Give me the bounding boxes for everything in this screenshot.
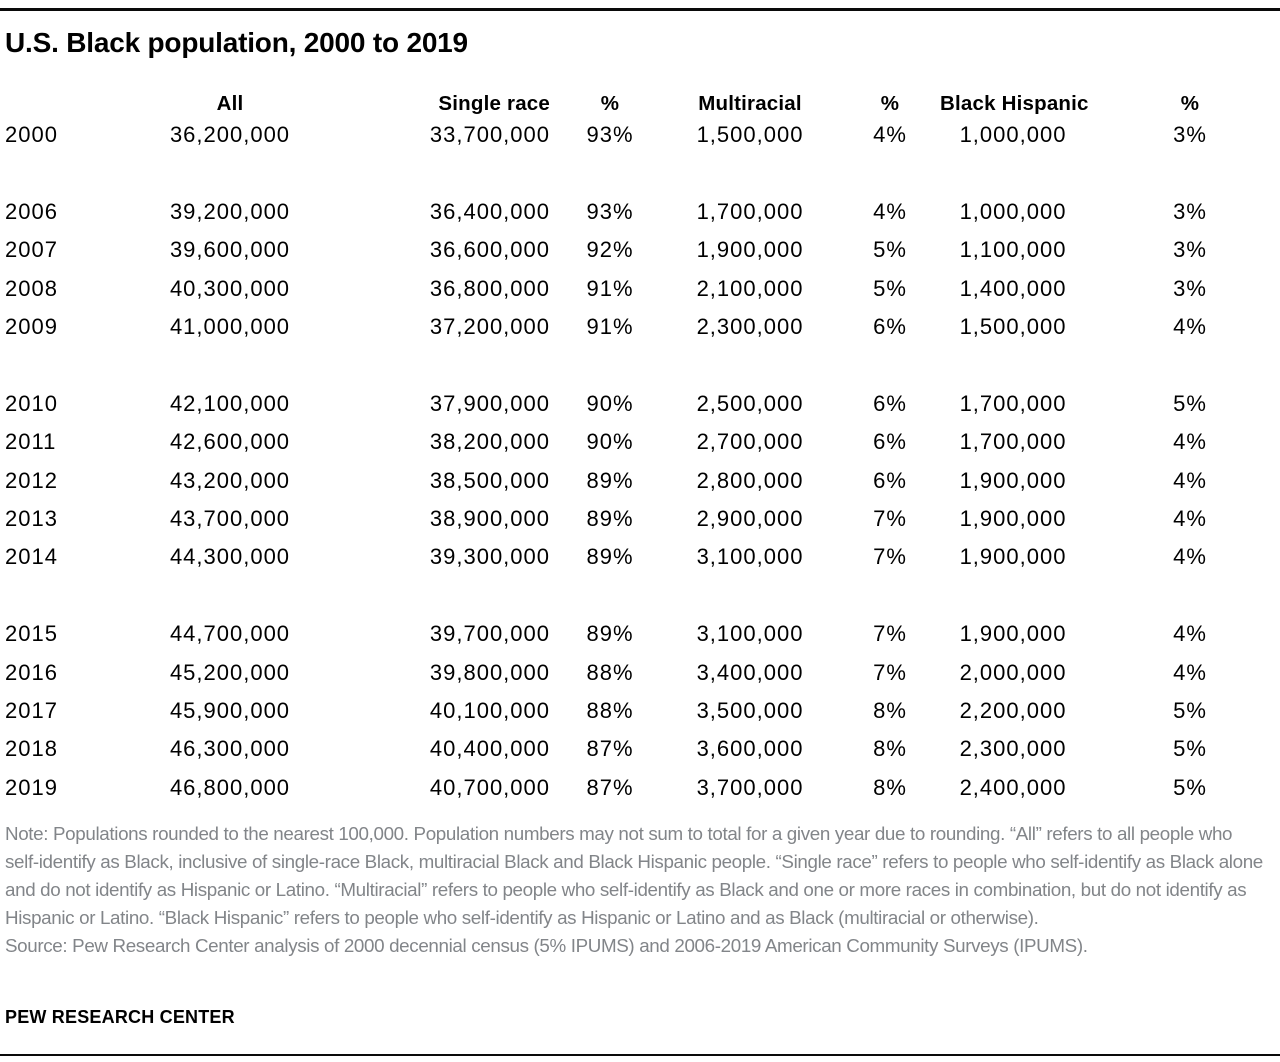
multiracial-cell: 2,700,000 bbox=[696, 429, 804, 455]
single-race-cell: 37,900,000 bbox=[429, 390, 550, 416]
all-cell: 43,700,000 bbox=[169, 506, 291, 532]
year-cell: 2017 bbox=[5, 698, 58, 724]
single-race-pct-cell: 89% bbox=[586, 544, 634, 570]
multiracial-pct-cell: 8% bbox=[873, 774, 907, 800]
single-race-pct-cell: 93% bbox=[586, 122, 634, 148]
year-cell: 2010 bbox=[5, 390, 58, 416]
all-cell: 42,100,000 bbox=[169, 390, 291, 416]
single-race-cell: 36,400,000 bbox=[429, 198, 550, 224]
multiracial-cell: 2,900,000 bbox=[696, 506, 804, 532]
single-race-pct-cell: 88% bbox=[586, 659, 634, 685]
black-hispanic-cell: 1,900,000 bbox=[959, 544, 1067, 570]
multiracial-cell: 3,100,000 bbox=[696, 621, 804, 647]
black-hispanic-cell: 2,000,000 bbox=[959, 659, 1067, 685]
table-row bbox=[0, 270, 1280, 308]
all-cell: 45,900,000 bbox=[169, 698, 291, 724]
all-cell: 46,300,000 bbox=[169, 736, 291, 762]
single-race-pct-cell: 87% bbox=[586, 736, 634, 762]
multiracial-pct-cell: 8% bbox=[873, 736, 907, 762]
black-hispanic-pct-cell: 4% bbox=[1173, 467, 1207, 493]
black-hispanic-cell: 1,100,000 bbox=[959, 237, 1067, 263]
black-hispanic-cell: 1,900,000 bbox=[959, 621, 1067, 647]
single-race-pct-cell: 92% bbox=[586, 237, 634, 263]
table-row bbox=[0, 538, 1280, 576]
year-cell: 2014 bbox=[5, 544, 58, 570]
multiracial-pct-cell: 7% bbox=[873, 544, 907, 570]
single-race-pct-cell: 91% bbox=[586, 275, 634, 301]
black-hispanic-pct-cell: 3% bbox=[1173, 122, 1207, 148]
multiracial-cell: 3,100,000 bbox=[696, 544, 804, 570]
single-race-pct-cell: 87% bbox=[586, 774, 634, 800]
table-group bbox=[0, 615, 1280, 807]
all-header: All bbox=[216, 92, 244, 115]
black-hispanic-pct-cell: 3% bbox=[1173, 237, 1207, 263]
year-cell: 2006 bbox=[5, 198, 58, 224]
table-group bbox=[0, 193, 1280, 347]
black-hispanic-pct-cell: 4% bbox=[1173, 506, 1207, 532]
report-page bbox=[0, 8, 1280, 1062]
table-row bbox=[0, 423, 1280, 461]
table-row bbox=[0, 385, 1280, 423]
year-cell: 2012 bbox=[5, 467, 58, 493]
all-cell: 43,200,000 bbox=[169, 467, 291, 493]
multiracial-cell: 3,600,000 bbox=[696, 736, 804, 762]
black-hispanic-pct-cell: 3% bbox=[1173, 198, 1207, 224]
black-hispanic-cell: 2,400,000 bbox=[959, 774, 1067, 800]
single-race-cell: 38,200,000 bbox=[429, 429, 550, 455]
single-race-cell: 39,800,000 bbox=[429, 659, 550, 685]
table-row bbox=[0, 116, 1280, 154]
single-race-pct-cell: 93% bbox=[586, 198, 634, 224]
black-hispanic-cell: 1,700,000 bbox=[959, 429, 1067, 455]
black-hispanic-pct-cell: 4% bbox=[1173, 659, 1207, 685]
single-race-cell: 36,600,000 bbox=[429, 237, 550, 263]
source-text: Source: Pew Research Center analysis of 2000 decennial census (5% IPUMS) and 2006-2019 American Community Surveys (IPUMS). bbox=[5, 935, 1088, 957]
single-race-pct-cell: 89% bbox=[586, 467, 634, 493]
all-cell: 41,000,000 bbox=[169, 314, 291, 340]
multiracial-cell: 2,100,000 bbox=[696, 275, 804, 301]
single-race-header: Single race bbox=[438, 92, 550, 115]
table-row bbox=[0, 692, 1280, 730]
year-cell: 2019 bbox=[5, 774, 58, 800]
black-hispanic-pct-cell: 4% bbox=[1173, 314, 1207, 340]
single-race-pct-cell: 90% bbox=[586, 429, 634, 455]
black-hispanic-pct-cell: 4% bbox=[1173, 621, 1207, 647]
black-hispanic-cell: 1,000,000 bbox=[959, 122, 1067, 148]
black-hispanic-pct-header: % bbox=[1180, 92, 1200, 115]
single-race-pct-cell: 90% bbox=[586, 390, 634, 416]
all-cell: 39,600,000 bbox=[169, 237, 291, 263]
black-hispanic-cell: 2,300,000 bbox=[959, 736, 1067, 762]
single-race-cell: 40,700,000 bbox=[429, 774, 550, 800]
single-race-cell: 33,700,000 bbox=[429, 122, 550, 148]
multiracial-cell: 3,400,000 bbox=[696, 659, 804, 685]
single-race-cell: 38,900,000 bbox=[429, 506, 550, 532]
all-cell: 45,200,000 bbox=[169, 659, 291, 685]
multiracial-pct-cell: 8% bbox=[873, 698, 907, 724]
all-cell: 44,700,000 bbox=[169, 621, 291, 647]
multiracial-pct-cell: 4% bbox=[873, 198, 907, 224]
black-hispanic-cell: 1,700,000 bbox=[959, 390, 1067, 416]
multiracial-pct-cell: 6% bbox=[873, 429, 907, 455]
year-cell: 2016 bbox=[5, 659, 58, 685]
bottom-divider bbox=[0, 1054, 1280, 1056]
multiracial-cell: 2,500,000 bbox=[696, 390, 804, 416]
page-title: U.S. Black population, 2000 to 2019 bbox=[5, 27, 468, 58]
black-hispanic-pct-cell: 5% bbox=[1173, 736, 1207, 762]
single-race-cell: 38,500,000 bbox=[429, 467, 550, 493]
single-race-pct-header: % bbox=[600, 92, 620, 115]
year-cell: 2018 bbox=[5, 736, 58, 762]
top-divider bbox=[0, 8, 1280, 11]
table-row bbox=[0, 462, 1280, 500]
table-body bbox=[0, 116, 1280, 807]
multiracial-cell: 1,700,000 bbox=[696, 198, 804, 224]
black-hispanic-cell: 2,200,000 bbox=[959, 698, 1067, 724]
table-row bbox=[0, 769, 1280, 807]
table-header-row bbox=[0, 86, 1280, 116]
all-cell: 46,800,000 bbox=[169, 774, 291, 800]
black-hispanic-cell: 1,400,000 bbox=[959, 275, 1067, 301]
table-group bbox=[0, 385, 1280, 577]
multiracial-pct-cell: 7% bbox=[873, 506, 907, 532]
black-hispanic-pct-cell: 5% bbox=[1173, 774, 1207, 800]
single-race-pct-cell: 91% bbox=[586, 314, 634, 340]
single-race-cell: 39,700,000 bbox=[429, 621, 550, 647]
table-row bbox=[0, 193, 1280, 231]
year-cell: 2007 bbox=[5, 237, 58, 263]
multiracial-header: Multiracial bbox=[698, 92, 802, 115]
black-hispanic-pct-cell: 5% bbox=[1173, 390, 1207, 416]
year-cell: 2000 bbox=[5, 122, 58, 148]
black-hispanic-pct-cell: 4% bbox=[1173, 544, 1207, 570]
multiracial-pct-header: % bbox=[880, 92, 900, 115]
black-hispanic-pct-cell: 3% bbox=[1173, 275, 1207, 301]
single-race-cell: 37,200,000 bbox=[429, 314, 550, 340]
footnotes bbox=[5, 820, 1270, 960]
single-race-pct-cell: 89% bbox=[586, 621, 634, 647]
note-text: Note: Populations rounded to the nearest 100,000. Population numbers may not sum to total for a given year due to rounding. “All” refers to all people who self-identify as Black, inclusive of single-race Black, multiracial Black and Black Hispanic people. “Single race” refers to people who self-identify as Black alone and do not identify as Hispanic or Latino. “Multiracial” refers to people who self-identify as Black and one or more races in combination, but do not identify as Hispanic or Latino. “Black Hispanic” refers to people who self-identify as Hispanic or Latino and as Black (multiracial or otherwise). bbox=[5, 823, 1263, 929]
black-hispanic-cell: 1,500,000 bbox=[959, 314, 1067, 340]
year-cell: 2015 bbox=[5, 621, 58, 647]
table-row bbox=[0, 615, 1280, 653]
multiracial-cell: 2,800,000 bbox=[696, 467, 804, 493]
single-race-cell: 36,800,000 bbox=[429, 275, 550, 301]
black-hispanic-cell: 1,000,000 bbox=[959, 198, 1067, 224]
all-cell: 36,200,000 bbox=[169, 122, 291, 148]
multiracial-pct-cell: 4% bbox=[873, 122, 907, 148]
branding: PEW RESEARCH CENTER bbox=[5, 1007, 235, 1027]
multiracial-cell: 2,300,000 bbox=[696, 314, 804, 340]
single-race-cell: 39,300,000 bbox=[429, 544, 550, 570]
all-cell: 42,600,000 bbox=[169, 429, 291, 455]
black-hispanic-pct-cell: 5% bbox=[1173, 698, 1207, 724]
year-cell: 2011 bbox=[5, 429, 57, 455]
single-race-cell: 40,100,000 bbox=[429, 698, 550, 724]
table-row bbox=[0, 500, 1280, 538]
year-cell: 2013 bbox=[5, 506, 58, 532]
multiracial-pct-cell: 5% bbox=[873, 275, 907, 301]
multiracial-cell: 3,700,000 bbox=[696, 774, 804, 800]
multiracial-cell: 1,900,000 bbox=[696, 237, 804, 263]
table-row bbox=[0, 653, 1280, 691]
all-cell: 40,300,000 bbox=[169, 275, 291, 301]
multiracial-cell: 3,500,000 bbox=[696, 698, 804, 724]
multiracial-pct-cell: 5% bbox=[873, 237, 907, 263]
multiracial-pct-cell: 6% bbox=[873, 314, 907, 340]
multiracial-pct-cell: 6% bbox=[873, 390, 907, 416]
table-group bbox=[0, 116, 1280, 154]
population-table bbox=[0, 86, 1280, 807]
multiracial-pct-cell: 7% bbox=[873, 659, 907, 685]
multiracial-pct-cell: 6% bbox=[873, 467, 907, 493]
multiracial-pct-cell: 7% bbox=[873, 621, 907, 647]
black-hispanic-cell: 1,900,000 bbox=[959, 506, 1067, 532]
year-cell: 2009 bbox=[5, 314, 58, 340]
year-cell: 2008 bbox=[5, 275, 58, 301]
table-row bbox=[0, 730, 1280, 768]
black-hispanic-pct-cell: 4% bbox=[1173, 429, 1207, 455]
single-race-pct-cell: 88% bbox=[586, 698, 634, 724]
single-race-cell: 40,400,000 bbox=[429, 736, 550, 762]
table-row bbox=[0, 231, 1280, 269]
black-hispanic-cell: 1,900,000 bbox=[959, 467, 1067, 493]
all-cell: 39,200,000 bbox=[169, 198, 291, 224]
single-race-pct-cell: 89% bbox=[586, 506, 634, 532]
multiracial-cell: 1,500,000 bbox=[696, 122, 804, 148]
all-cell: 44,300,000 bbox=[169, 544, 291, 570]
table-row bbox=[0, 308, 1280, 346]
black-hispanic-header: Black Hispanic bbox=[940, 92, 1089, 115]
